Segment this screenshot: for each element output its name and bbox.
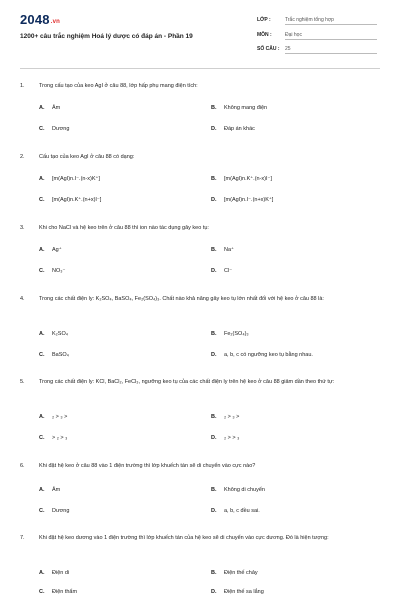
option-letter: C.	[39, 126, 45, 132]
question-number: 7.	[20, 535, 25, 541]
question-number: 6.	[20, 463, 25, 469]
option-text: ₂ > > ₃	[224, 435, 240, 441]
option-text: Không di chuyển	[224, 487, 265, 493]
question-text: Cấu tạo của keo AgI ở câu 88 có dạng:	[39, 154, 135, 160]
option-text: ₂ > ₃ >	[224, 414, 240, 420]
option-text: Âm	[52, 105, 61, 111]
page-header	[0, 0, 400, 70]
option-text: Dương	[52, 508, 70, 514]
option-text: [m(AgI)n.I⁻.(n-x)K⁺]	[52, 176, 100, 182]
option-letter: D.	[211, 435, 217, 441]
option-text: Ag⁺	[52, 247, 62, 253]
option-letter: C.	[39, 435, 45, 441]
option-letter: D.	[211, 589, 217, 595]
option-letter: D.	[211, 197, 217, 203]
meta-value: Đại học	[285, 32, 377, 40]
header-divider	[20, 68, 380, 69]
site-logo[interactable]	[20, 12, 60, 27]
option-text: Điện thế chảy	[224, 570, 258, 576]
option-text: [m(AgI)n.I⁻.(n+x)K⁺]	[224, 197, 274, 203]
option-letter: A.	[39, 105, 45, 111]
page-title: 1200+ câu trắc nghiệm Hoá lý dược có đáp án - Phần 19	[20, 33, 193, 40]
question-text: Trong các chất điện ly: K₂SO₄, BaSO₄, Fe₂(SO₄)₃. Chất nào khả năng gây keo tụ lớn nhất đối với hệ keo ở câu 88 là:	[39, 296, 324, 302]
option-letter: D.	[211, 126, 217, 132]
option-text: Na⁺	[224, 247, 234, 253]
option-letter: A.	[39, 570, 45, 576]
question-text: Khi cho NaCl và hệ keo trên ở câu 88 thì ion nào tác dụng gây keo tụ:	[39, 225, 209, 231]
option-text: [m(AgI)n.K⁺.(n+x)I⁻]	[52, 197, 102, 203]
option-letter: A.	[39, 414, 45, 420]
logo-sub: .vn	[50, 19, 61, 25]
option-text: Fe₂(SO₄)₃	[224, 331, 249, 337]
option-letter: C.	[39, 268, 45, 274]
meta-value: Trắc nghiệm tổng hợp	[285, 17, 377, 25]
question-5	[20, 378, 380, 448]
meta-label: MÔN :	[257, 32, 272, 38]
option-text: ₂ > ₃ >	[52, 414, 68, 420]
question-text: Trong các chất điện ly: KCl, BaCl₂, FeCl₃, ngưỡng keo tụ của các chất điện ly trên hệ keo ở câu 88 giảm dần theo thứ tự:	[39, 379, 335, 385]
meta-label: SỐ CÂU :	[257, 46, 280, 52]
option-letter: B.	[211, 331, 217, 337]
option-text: NO₃⁻	[52, 268, 66, 274]
option-text: Không mang điện	[224, 105, 268, 111]
option-text: BaSO₄	[52, 352, 69, 358]
option-text: [m(AgI)n.K⁺.(n-x)I⁻]	[224, 176, 272, 182]
option-text: K₂SO₄	[52, 331, 68, 337]
logo-main: 2048	[20, 12, 50, 27]
option-letter: B.	[211, 570, 217, 576]
option-letter: C.	[39, 352, 45, 358]
option-text: > ₂ > ₃	[52, 435, 68, 441]
option-text: a, b, c có ngưỡng keo tụ bằng nhau.	[224, 352, 313, 358]
option-text: a, b, c đều sai.	[224, 508, 260, 514]
option-letter: A.	[39, 247, 45, 253]
option-letter: B.	[211, 105, 217, 111]
option-text: Dương	[52, 126, 70, 132]
question-number: 2.	[20, 154, 25, 160]
option-letter: D.	[211, 352, 217, 358]
option-text: Điện thẩm	[52, 589, 78, 595]
question-text: Khi đặt hệ keo ở câu 88 vào 1 điện trường thì lớp khuếch tán sẽ di chuyển vào cực nào?	[39, 463, 256, 469]
option-letter: D.	[211, 268, 217, 274]
option-text: Điện thế sa lắng	[224, 589, 264, 595]
option-letter: B.	[211, 487, 217, 493]
option-letter: A.	[39, 487, 45, 493]
question-4	[20, 295, 380, 365]
option-letter: C.	[39, 589, 45, 595]
question-1	[20, 82, 380, 142]
option-text: Điện di	[52, 570, 70, 576]
question-text: Trong cấu tạo của keo AgI ở câu 88, lớp hấp phụ mang điện tích:	[39, 83, 198, 89]
meta-label: LỚP :	[257, 17, 271, 23]
option-letter: A.	[39, 176, 45, 182]
question-number: 3.	[20, 225, 25, 231]
question-number: 4.	[20, 296, 25, 302]
question-number: 1.	[20, 83, 25, 89]
option-text: Cl⁻	[224, 268, 233, 274]
option-letter: C.	[39, 508, 45, 514]
meta-value: 25	[285, 46, 377, 54]
question-2	[20, 153, 380, 213]
option-letter: B.	[211, 247, 217, 253]
question-7	[20, 534, 380, 596]
option-text: Âm	[52, 487, 61, 493]
question-6	[20, 462, 380, 522]
question-3	[20, 224, 380, 284]
question-text: Khi đặt hệ keo dương vào 1 điện trường thì lớp khuếch tán của hệ keo sẽ di chuyển vào cực dương. Đó là hiện tượng:	[39, 535, 329, 541]
option-letter: C.	[39, 197, 45, 203]
option-text: Đáp án khác	[224, 126, 255, 132]
option-letter: A.	[39, 331, 45, 337]
option-letter: D.	[211, 508, 217, 514]
option-letter: B.	[211, 176, 217, 182]
question-number: 5.	[20, 379, 25, 385]
option-letter: B.	[211, 414, 217, 420]
